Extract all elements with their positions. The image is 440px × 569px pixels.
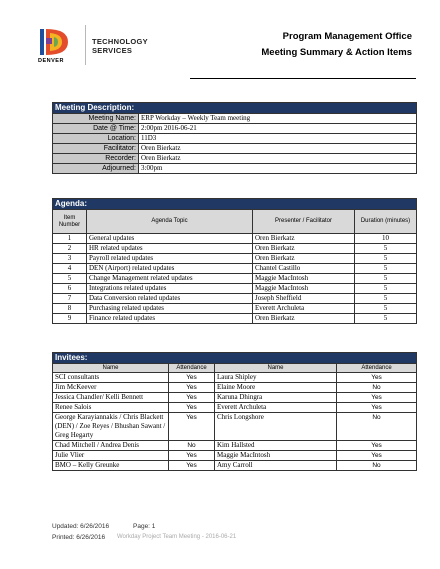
invitee-attendance: Yes <box>169 461 215 471</box>
agenda-row <box>53 284 417 294</box>
agenda-row <box>53 304 417 314</box>
invitee-attendance: Yes <box>337 441 417 451</box>
agenda-duration: 5 <box>355 304 417 314</box>
invitee-name: Kim Hallsted <box>215 441 337 451</box>
column-header-item-number: Item Number <box>53 210 87 234</box>
section-heading-description: Meeting Description: <box>53 103 417 114</box>
column-header-duration: Duration (minutes) <box>355 210 417 234</box>
field-label: Recorder: <box>53 154 139 164</box>
invitee-name: Maggie MacIntosh <box>215 451 337 461</box>
invitee-row <box>53 403 417 413</box>
logo-city-text: DENVER <box>38 58 64 64</box>
agenda-duration: 5 <box>355 264 417 274</box>
facilitator-value: Oren Bierkatz <box>139 144 417 154</box>
agenda-presenter: Everett Archuleta <box>253 304 355 314</box>
recorder-value: Oren Bierkatz <box>139 154 417 164</box>
invitee-attendance: No <box>337 383 417 393</box>
footer-printed: Printed: 6/26/2016 <box>52 534 106 541</box>
agenda-presenter: Oren Bierkatz <box>253 314 355 324</box>
invitee-name: SCI consultants <box>53 373 169 383</box>
agenda-presenter: Oren Bierkatz <box>253 244 355 254</box>
logo-org-line1: TECHNOLOGY <box>92 37 148 46</box>
document-subtitle: Meeting Summary & Action Items <box>261 47 412 58</box>
agenda-item-number: 4 <box>53 264 87 274</box>
agenda-row <box>53 234 417 244</box>
invitee-attendance: Yes <box>169 393 215 403</box>
invitee-name: Jessica Chandler/ Kelli Bennett <box>53 393 169 403</box>
agenda-row <box>53 314 417 324</box>
invitee-row <box>53 461 417 471</box>
invitee-attendance: Yes <box>169 413 215 441</box>
invitee-name: Everett Archuleta <box>215 403 337 413</box>
agenda-duration: 10 <box>355 234 417 244</box>
footer-updated: Updated: 6/26/2016 <box>52 523 110 530</box>
agenda-topic: Data Conversion related updates <box>87 294 253 304</box>
field-label: Location: <box>53 134 139 144</box>
date-time-value: 2:00pm 2016-06-21 <box>139 124 417 134</box>
agenda-row <box>53 294 417 304</box>
invitee-name: George Karayiannakis / Chris Blackett (DEN) / Zoe Reyes / Bhushan Sawant / Greg Hegarty <box>53 413 169 441</box>
column-header-attendance: Attendance <box>337 364 417 373</box>
invitee-name: Jim McKeever <box>53 383 169 393</box>
invitee-attendance: No <box>337 413 417 441</box>
invitee-name: Karuna Dhingra <box>215 393 337 403</box>
agenda-topic: DEN (Airport) related updates <box>87 264 253 274</box>
invitee-attendance: Yes <box>169 403 215 413</box>
meeting-name-value: ERP Workday – Weekly Team meeting <box>139 114 417 124</box>
agenda-duration: 5 <box>355 294 417 304</box>
invitee-name: Chris Longshore <box>215 413 337 441</box>
agenda-presenter: Maggie MacIntosh <box>253 274 355 284</box>
agenda-duration: 5 <box>355 244 417 254</box>
field-label: Facilitator: <box>53 144 139 154</box>
invitee-row <box>53 413 417 441</box>
agenda-presenter: Joseph Sheffield <box>253 294 355 304</box>
agenda-topic: HR related updates <box>87 244 253 254</box>
invitee-row <box>53 373 417 383</box>
denver-d-logo-icon <box>38 26 76 58</box>
agenda-topic: Purchasing related updates <box>87 304 253 314</box>
column-header-presenter: Presenter / Facilitator <box>253 210 355 234</box>
column-header-agenda-topic: Agenda Topic <box>87 210 253 234</box>
logo-divider <box>85 25 86 65</box>
invitee-attendance: No <box>337 461 417 471</box>
agenda-table <box>52 198 417 324</box>
field-label: Adjourned: <box>53 164 139 174</box>
agenda-presenter: Oren Bierkatz <box>253 254 355 264</box>
invitee-attendance: No <box>169 441 215 451</box>
agenda-item-number: 3 <box>53 254 87 264</box>
agenda-item-number: 2 <box>53 244 87 254</box>
invitee-row <box>53 383 417 393</box>
invitee-name: Laura Shipley <box>215 373 337 383</box>
agenda-topic: Change Management related updates <box>87 274 253 284</box>
logo-org-line2: SERVICES <box>92 46 133 55</box>
agenda-presenter: Oren Bierkatz <box>253 234 355 244</box>
agenda-topic: Finance related updates <box>87 314 253 324</box>
invitee-name: Julie Vlier <box>53 451 169 461</box>
invitee-attendance: Yes <box>337 373 417 383</box>
invitee-attendance: Yes <box>337 451 417 461</box>
agenda-row <box>53 264 417 274</box>
agenda-topic: Payroll related updates <box>87 254 253 264</box>
title-underline <box>190 78 416 79</box>
agenda-presenter: Maggie MacIntosh <box>253 284 355 294</box>
agenda-item-number: 5 <box>53 274 87 284</box>
invitee-row <box>53 393 417 403</box>
invitee-attendance: Yes <box>169 373 215 383</box>
agenda-item-number: 6 <box>53 284 87 294</box>
meeting-description-table <box>52 102 417 174</box>
field-label: Meeting Name: <box>53 114 139 124</box>
agenda-item-number: 1 <box>53 234 87 244</box>
agenda-duration: 5 <box>355 254 417 264</box>
invitee-row <box>53 451 417 461</box>
column-header-name: Name <box>53 364 169 373</box>
column-header-attendance: Attendance <box>169 364 215 373</box>
agenda-row <box>53 254 417 264</box>
invitee-attendance: Yes <box>169 451 215 461</box>
invitee-attendance: Yes <box>169 383 215 393</box>
agenda-row <box>53 244 417 254</box>
footer-page-number: Page: 1 <box>133 523 156 530</box>
agenda-duration: 5 <box>355 284 417 294</box>
section-heading-agenda: Agenda: <box>53 199 417 210</box>
invitee-attendance: Yes <box>337 393 417 403</box>
field-label: Date @ Time: <box>53 124 139 134</box>
adjourned-value: 3:00pm <box>139 164 417 174</box>
agenda-duration: 5 <box>355 314 417 324</box>
invitee-name: Renee Salois <box>53 403 169 413</box>
invitee-name: Amy Carroll <box>215 461 337 471</box>
invitee-name: BMO – Kelly Greunke <box>53 461 169 471</box>
footer-document-name: Workday Project Team Meeting - 2016-06-21 <box>117 534 237 540</box>
agenda-item-number: 9 <box>53 314 87 324</box>
agenda-row <box>53 274 417 284</box>
agenda-presenter: Chantel Castillo <box>253 264 355 274</box>
agenda-item-number: 8 <box>53 304 87 314</box>
agenda-topic: General updates <box>87 234 253 244</box>
invitee-row <box>53 441 417 451</box>
location-value: 11D3 <box>139 134 417 144</box>
invitee-name: Chad Mitchell / Andrea Denis <box>53 441 169 451</box>
agenda-topic: Integrations related updates <box>87 284 253 294</box>
agenda-item-number: 7 <box>53 294 87 304</box>
invitee-attendance: Yes <box>337 403 417 413</box>
document-title: Program Management Office <box>282 31 412 42</box>
agenda-duration: 5 <box>355 274 417 284</box>
section-heading-invitees: Invitees: <box>53 353 417 364</box>
column-header-name: Name <box>215 364 337 373</box>
invitee-name: Elaine Moore <box>215 383 337 393</box>
invitees-table <box>52 352 417 471</box>
